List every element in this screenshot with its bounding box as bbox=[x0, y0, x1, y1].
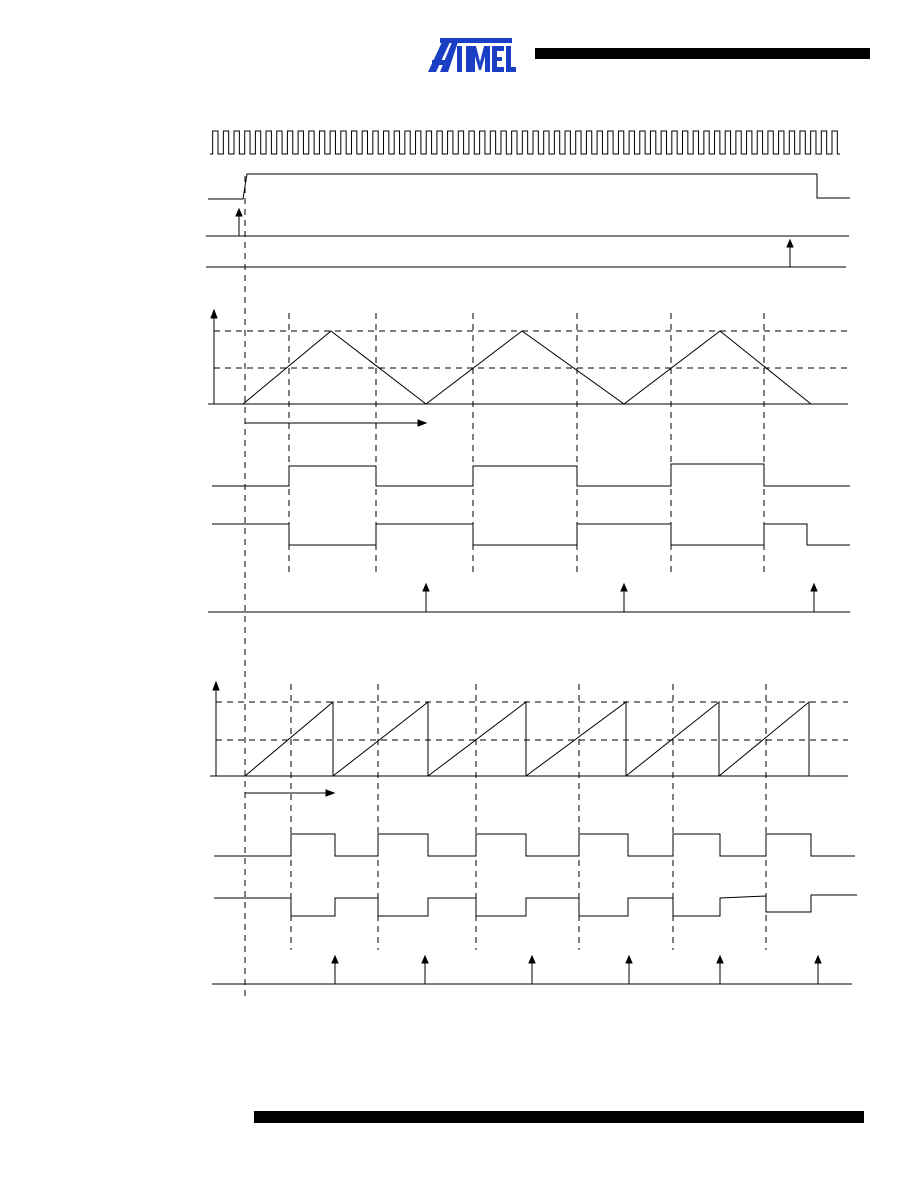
fast-event-arrow-3-head bbox=[529, 956, 535, 963]
fast-event-arrow-5-head bbox=[717, 956, 723, 963]
fast-direction-arrow-head bbox=[326, 790, 334, 796]
footer-rule bbox=[254, 1111, 864, 1123]
clock-signal bbox=[210, 131, 840, 154]
fast-y-axis-head bbox=[213, 682, 219, 690]
pc-event-arrow-3-head bbox=[811, 584, 817, 591]
fast-output-a bbox=[214, 834, 855, 856]
fast-ramp-1 bbox=[245, 702, 333, 776]
fast-event-arrow-1-head bbox=[332, 956, 338, 963]
fast-ramp-3 bbox=[428, 702, 526, 776]
pc-direction-arrow-head bbox=[418, 420, 426, 426]
pc-output-b bbox=[212, 524, 850, 545]
enable-start-arrow-head bbox=[236, 209, 242, 216]
fast-ramp-6 bbox=[719, 702, 809, 776]
fast-event-arrow-4-head bbox=[626, 956, 632, 963]
fast-output-b bbox=[214, 895, 857, 916]
fast-event-arrow-2-head bbox=[422, 956, 428, 963]
event-arrows bbox=[211, 209, 821, 984]
fast-event-arrow-6-head bbox=[815, 956, 821, 963]
pc-event-arrow-2-head bbox=[621, 584, 627, 591]
fast-ramp-4 bbox=[526, 702, 626, 776]
clock-waveform bbox=[210, 131, 840, 154]
overflow-arrow-1-head bbox=[787, 240, 793, 247]
pc-event-arrow-1-head bbox=[423, 584, 429, 591]
pc-output-a bbox=[212, 464, 850, 486]
pc-y-axis-head bbox=[211, 310, 217, 318]
dashed-guides bbox=[214, 176, 848, 1000]
fast-ramp-2 bbox=[333, 702, 428, 776]
static-lines bbox=[206, 174, 857, 984]
enable-signal bbox=[208, 174, 850, 199]
